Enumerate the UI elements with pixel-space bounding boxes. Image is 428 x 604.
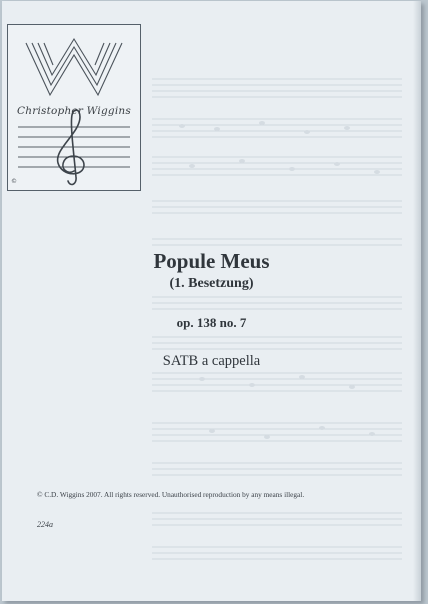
piece-subtitle: (1. Besetzung) <box>169 276 254 291</box>
opus-number: op. 138 no. 7 <box>176 315 247 330</box>
page-edge-shadow <box>413 1 421 601</box>
logo-name-text: Christopher Wiggins <box>17 105 131 117</box>
score-cover-page <box>2 1 421 601</box>
voicing: SATB a cappella <box>162 353 261 369</box>
copyright-notice: © C.D. Wiggins 2007. All rights reserved. Unauthorised reproduction by any means illegal. <box>37 490 305 499</box>
logo-copyright-mark: © <box>11 178 17 185</box>
piece-title: Popule Meus <box>153 249 270 273</box>
catalogue-number: 224a <box>37 520 53 529</box>
publisher-logo <box>7 24 141 191</box>
